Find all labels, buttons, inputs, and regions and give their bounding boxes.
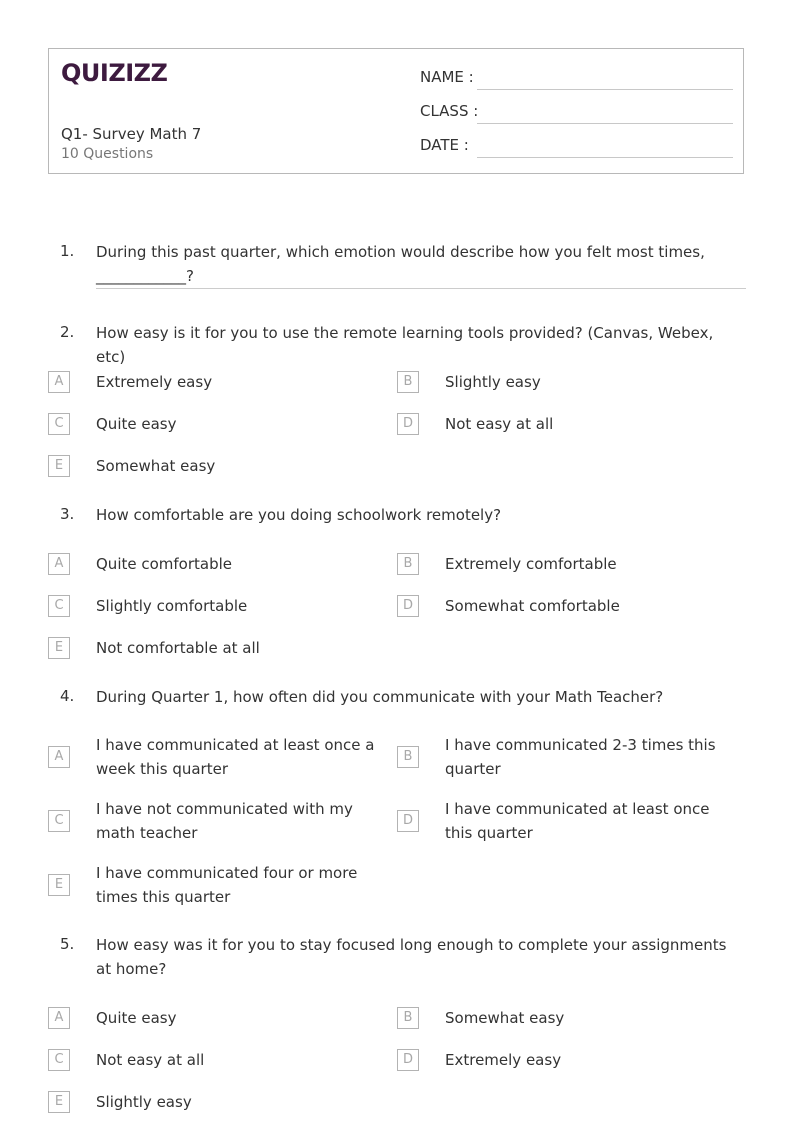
- option-letter-box[interactable]: B: [397, 746, 419, 768]
- option-text: I have communicated four or more times this quarter: [96, 864, 358, 906]
- option-letter-box[interactable]: E: [48, 874, 70, 896]
- question-text: During this past quarter, which emotion would describe how you felt most times, ____________?: [96, 243, 705, 285]
- question-number: 4.: [60, 687, 75, 705]
- question-count: 10 Questions: [61, 146, 154, 162]
- option-letter-box[interactable]: B: [397, 553, 419, 575]
- option-text: Extremely easy: [96, 373, 213, 391]
- option-letter-box[interactable]: A: [48, 746, 70, 768]
- question-number: 1.: [60, 242, 75, 260]
- question-number: 5.: [60, 935, 75, 953]
- option-letter-box[interactable]: A: [48, 371, 70, 393]
- option-text: Not easy at all: [445, 415, 554, 433]
- worksheet-header: [48, 48, 744, 174]
- option-text: I have communicated at least once this quarter: [445, 800, 710, 842]
- question-text: During Quarter 1, how often did you communicate with your Math Teacher?: [96, 688, 664, 706]
- question-text: How easy is it for you to use the remote learning tools provided? (Canvas, Webex, etc): [96, 324, 714, 366]
- question-number: 3.: [60, 505, 75, 523]
- option-letter-box[interactable]: C: [48, 810, 70, 832]
- option-letter-box[interactable]: D: [397, 595, 419, 617]
- option-text: Extremely easy: [445, 1051, 562, 1069]
- option-text: Quite easy: [96, 415, 177, 433]
- option-text: Somewhat easy: [96, 457, 216, 475]
- option-letter-box[interactable]: B: [397, 371, 419, 393]
- option-text: Extremely comfortable: [445, 555, 617, 573]
- option-letter-box[interactable]: D: [397, 1049, 419, 1071]
- class-label: CLASS :: [420, 102, 479, 120]
- name-field-line[interactable]: [477, 89, 733, 90]
- option-text: Slightly comfortable: [96, 597, 248, 615]
- worksheet-title: Q1- Survey Math 7: [61, 125, 202, 143]
- option-letter-box[interactable]: E: [48, 1091, 70, 1113]
- quizizz-logo: QUIZIZZ: [61, 59, 168, 87]
- option-letter-box[interactable]: D: [397, 810, 419, 832]
- option-text: Quite easy: [96, 1009, 177, 1027]
- option-text: I have not communicated with my math teacher: [96, 800, 353, 842]
- answer-line[interactable]: [96, 288, 746, 289]
- option-letter-box[interactable]: B: [397, 1007, 419, 1029]
- option-text: Slightly easy: [96, 1093, 192, 1111]
- class-field-line[interactable]: [477, 123, 733, 124]
- date-label: DATE :: [420, 136, 469, 154]
- option-text: Somewhat comfortable: [445, 597, 620, 615]
- option-text: Quite comfortable: [96, 555, 233, 573]
- option-letter-box[interactable]: A: [48, 1007, 70, 1029]
- question-text: How easy was it for you to stay focused long enough to complete your assignments at home?: [96, 936, 727, 978]
- option-letter-box[interactable]: C: [48, 1049, 70, 1071]
- date-field-line[interactable]: [477, 157, 733, 158]
- option-text: Slightly easy: [445, 373, 541, 391]
- option-letter-box[interactable]: E: [48, 637, 70, 659]
- option-letter-box[interactable]: C: [48, 595, 70, 617]
- name-label: NAME :: [420, 68, 474, 86]
- question-number: 2.: [60, 323, 75, 341]
- option-text: I have communicated at least once a week this quarter: [96, 736, 375, 778]
- option-text: Not easy at all: [96, 1051, 205, 1069]
- option-text: I have communicated 2-3 times this quarter: [445, 736, 716, 778]
- option-letter-box[interactable]: E: [48, 455, 70, 477]
- option-letter-box[interactable]: C: [48, 413, 70, 435]
- option-text: Not comfortable at all: [96, 639, 260, 657]
- option-text: Somewhat easy: [445, 1009, 565, 1027]
- option-letter-box[interactable]: D: [397, 413, 419, 435]
- option-letter-box[interactable]: A: [48, 553, 70, 575]
- question-text: How comfortable are you doing schoolwork remotely?: [96, 506, 502, 524]
